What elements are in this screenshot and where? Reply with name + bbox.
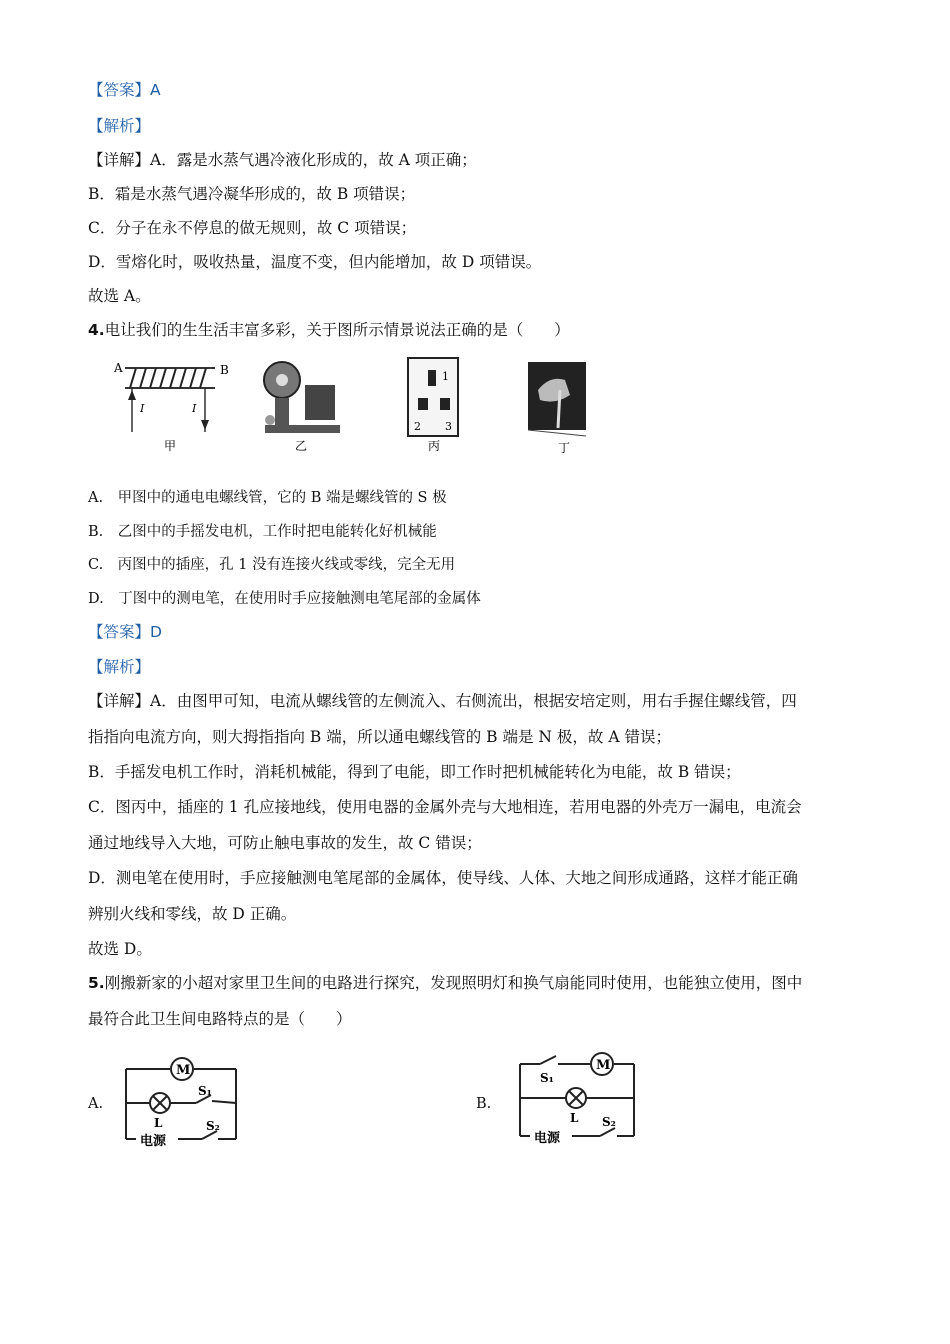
circuit-b-s1-label: S₁ bbox=[540, 1071, 554, 1085]
q4-answer bbox=[88, 622, 162, 642]
q3-analysis-tag: 【解析】 bbox=[88, 117, 151, 135]
q4-figures bbox=[100, 350, 600, 460]
q3-detail-line: D．雪熔化时，吸收热量，温度不变，但内能增加，故 D 项错误。 bbox=[88, 253, 542, 271]
q5-stem-text: 刚搬新家的小超对家里卫生间的电路进行探究，发现照明灯和换气扇能同时使用，也能独立使用，图中 bbox=[104, 974, 803, 992]
q4-detail-line: 辨别火线和零线，故 D 正确。 bbox=[88, 905, 297, 923]
q4-figures-svg bbox=[100, 350, 600, 460]
q4-option-d: D. 丁图中的测电笔，在使用时手应接触测电笔尾部的金属体 bbox=[88, 591, 481, 607]
jia-label-i-right: I bbox=[192, 402, 197, 415]
q3-answer-tag: 【答案】 bbox=[88, 81, 151, 99]
q4-analysis-tag: 【解析】 bbox=[88, 658, 151, 676]
ding-caption: 丁 bbox=[558, 441, 571, 455]
circuit-a-motor-label: M bbox=[176, 1063, 191, 1078]
q4-option-b: B. 乙图中的手摇发电机，工作时把电能转化好机械能 bbox=[88, 524, 437, 540]
q5-stem-line2: 最符合此卫生间电路特点的是（ ） bbox=[88, 1010, 352, 1028]
q4-answer-value: D bbox=[150, 623, 162, 641]
q4-detail-line: 指指向电流方向，则大拇指指向 B 端，所以通电螺线管的 B 端是 N 极，故 A 错误； bbox=[88, 728, 671, 746]
q4-detail-line: B．手摇发电机工作时，消耗机械能，得到了电能，即工作时把机械能转化为电能，故 B 错误； bbox=[88, 763, 741, 781]
jia-label-a: A bbox=[114, 361, 123, 375]
circuit-a-lamp-label: L bbox=[154, 1116, 163, 1130]
q4-detail-line: 【详解】A．由图甲可知，电流从螺线管的左侧流入、右侧流出，根据安培定则，用右手握住螺线管，四 bbox=[88, 692, 797, 710]
q4-option-a: A. 甲图中的通电电螺线管，它的 B 端是螺线管的 S 极 bbox=[88, 490, 447, 506]
figure-jia-solenoid bbox=[113, 361, 229, 453]
circuit-a-s2-label: S₂ bbox=[206, 1119, 220, 1133]
circuit-b-lamp-label: L bbox=[570, 1111, 579, 1125]
figure-ding-test-pen bbox=[528, 362, 586, 455]
bing-hole-2: 2 bbox=[414, 420, 421, 433]
q5-circuit-a bbox=[118, 1055, 243, 1150]
jia-label-b: B bbox=[220, 363, 229, 377]
q5-stem-line1 bbox=[88, 973, 802, 993]
q3-conclusion: 故选 A。 bbox=[88, 287, 151, 305]
circuit-a-source-label: 电源 bbox=[140, 1134, 167, 1149]
circuit-b-source-label: 电源 bbox=[534, 1131, 561, 1146]
q3-detail-line: B．霜是水蒸气遇冷凝华形成的，故 B 项错误； bbox=[88, 185, 416, 203]
q4-stem bbox=[88, 320, 570, 340]
bing-hole-3: 3 bbox=[445, 420, 452, 433]
circuit-b-svg bbox=[512, 1048, 640, 1146]
q3-answer bbox=[88, 80, 161, 100]
q5-number: 5. bbox=[88, 974, 105, 992]
jia-label-i-left: I bbox=[140, 402, 145, 415]
q5-circuit-b bbox=[512, 1048, 640, 1146]
q4-number: 4. bbox=[88, 321, 105, 339]
jia-caption: 甲 bbox=[164, 439, 177, 453]
circuit-a-svg bbox=[118, 1055, 243, 1150]
q4-stem-text: 电让我们的生生活丰富多彩，关于图所示情景说法正确的是（ ） bbox=[104, 321, 570, 339]
circuit-b-motor-label: M bbox=[596, 1058, 611, 1073]
figure-bing-socket bbox=[408, 358, 458, 453]
q3-detail-line: C．分子在永不停息的做无规则，故 C 项错误； bbox=[88, 219, 417, 237]
q3-detail-line: 【详解】A．露是水蒸气遇冷液化形成的，故 A 项正确； bbox=[88, 151, 477, 169]
q4-detail-line: D．测电笔在使用时，手应接触测电笔尾部的金属体，使导线、人体、大地之间形成通路，这样才能正确 bbox=[88, 869, 798, 887]
q4-conclusion: 故选 D。 bbox=[88, 940, 152, 958]
bing-caption: 丙 bbox=[428, 439, 441, 453]
q4-detail-line: C．图丙中，插座的 1 孔应接地线，使用电器的金属外壳与大地相连，若用电器的外壳万一漏电，电流会 bbox=[88, 798, 802, 816]
circuit-a-s1-label: S₁ bbox=[198, 1084, 212, 1098]
figure-yi-generator bbox=[264, 362, 340, 453]
yi-caption: 乙 bbox=[295, 439, 308, 453]
q5-option-a-label: A. bbox=[88, 1096, 104, 1112]
q3-answer-value: A bbox=[150, 81, 161, 99]
q4-detail-line: 通过地线导入大地，可防止触电事故的发生，故 C 错误； bbox=[88, 834, 482, 852]
q4-option-c: C. 丙图中的插座，孔 1 没有连接火线或零线，完全无用 bbox=[88, 557, 456, 573]
circuit-b-s2-label: S₂ bbox=[602, 1115, 616, 1129]
q5-option-b-label: B. bbox=[476, 1096, 492, 1112]
q4-answer-tag: 【答案】 bbox=[88, 623, 151, 641]
bing-hole-1: 1 bbox=[442, 370, 449, 383]
